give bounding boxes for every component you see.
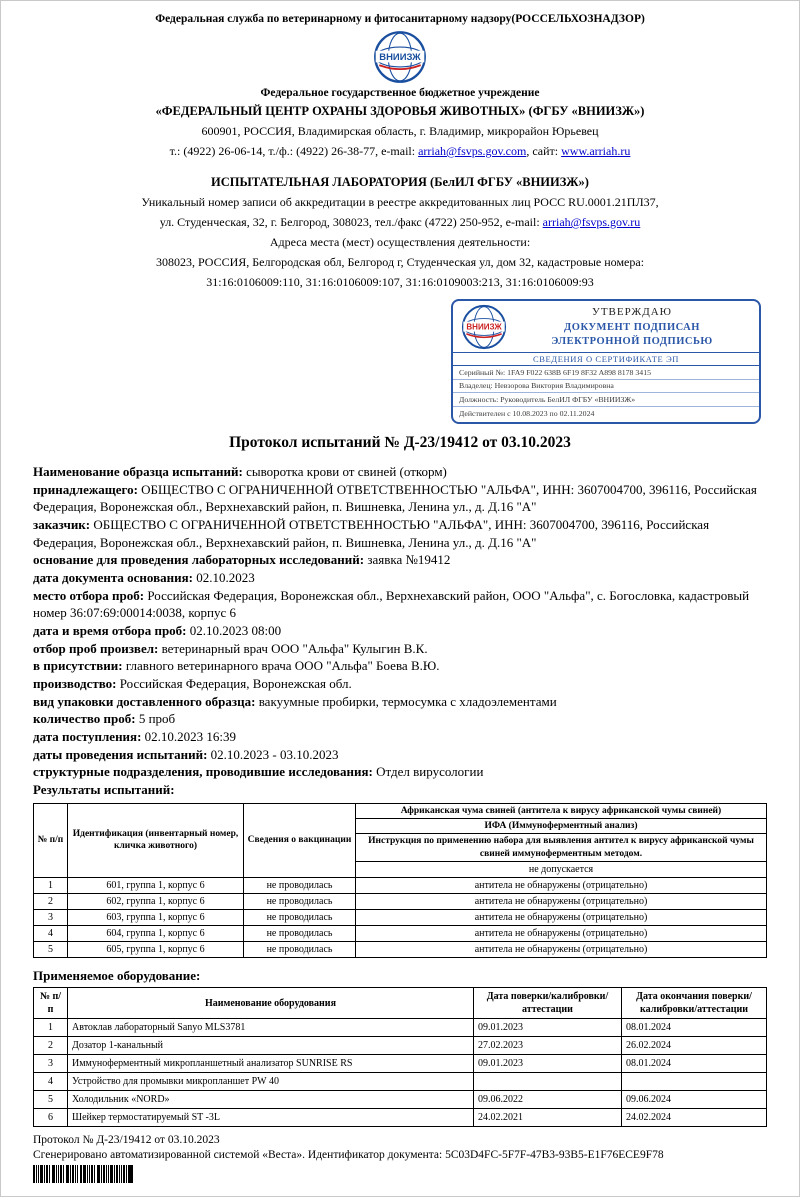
results-header-vaccination: Сведения о вакцинации — [244, 803, 356, 877]
cell-date2 — [622, 1073, 767, 1091]
document-title: Протокол испытаний № Д-23/19412 от 03.10.2023 — [229, 433, 571, 451]
cell-date1: 09.01.2023 — [474, 1019, 622, 1037]
cell-result: антитела не обнаружены (отрицательно) — [356, 878, 767, 894]
results-header-norm: не допускается — [356, 862, 767, 878]
contact-prefix: т.: (4922) 26-06-14, т./ф.: (4922) 26-38-77, e-mail: — [169, 144, 419, 158]
stamp-signed-line2: ЭЛЕКТРОННОЙ ПОДПИСЬЮ — [551, 335, 713, 347]
field-label: дата поступления: — [33, 729, 142, 745]
cell-vacc: не проводилась — [244, 878, 356, 894]
agency-header: Федеральная служба по ветеринарному и фитосанитарному надзору(РОССЕЛЬХОЗНАДЗОР) — [155, 13, 645, 25]
contact-mid: , сайт: — [526, 144, 562, 158]
field-label: даты проведения испытаний: — [33, 746, 208, 762]
cell-id: 601, группа 1, корпус 6 — [68, 878, 244, 894]
equipment-header-name: Наименование оборудования — [68, 988, 474, 1019]
cell-no: 4 — [34, 926, 68, 942]
footer-generated-by: Сгенерировано автоматизированной системой «Веста». Идентификатор документа: 5C03D4FC-5F7F-47B3-93B5-E1F76ECE9F78 — [33, 1149, 664, 1162]
cell-date2: 09.06.2024 — [622, 1091, 767, 1109]
equipment-row — [34, 1037, 767, 1055]
field-packaging — [33, 693, 767, 711]
field-label: Наименование образца испытаний: — [33, 463, 243, 479]
activity-label: Адреса места (мест) осуществления деятельности: — [269, 235, 531, 249]
field-label: количество проб: — [33, 711, 136, 727]
stamp-logo-text: ВНИИЗЖ — [466, 322, 502, 332]
field-label: дата документа основания: — [33, 569, 193, 585]
vniizh-logo-icon — [373, 30, 427, 84]
field-label: вид упаковки доставленного образца: — [33, 693, 256, 709]
field-label: структурные подразделения, проводившие исследования: — [33, 764, 373, 780]
signature-stamp-row — [33, 299, 761, 424]
results-row — [34, 942, 767, 958]
results-header-row — [34, 803, 767, 818]
field-label: отбор проб произвел: — [33, 640, 159, 656]
activity-address: 308023, РОССИЯ, Белгородская обл, Белгород г, Студенческая ул, дом 32, кадастровые номера: — [155, 255, 645, 269]
field-label: производство: — [33, 676, 117, 691]
email-link-lab[interactable]: arriah@fsvps.gov.ru — [542, 215, 641, 229]
cell-no: 5 — [34, 1091, 68, 1109]
results-row — [34, 878, 767, 894]
cadastral-numbers: 31:16:0106009:110, 31:16:0106009:107, 31:16:0109003:213, 31:16:0106009:93 — [206, 275, 594, 289]
cell-date2: 08.01.2024 — [622, 1019, 767, 1037]
field-sampler — [33, 640, 767, 658]
cell-no: 6 — [34, 1109, 68, 1127]
cell-result: антитела не обнаружены (отрицательно) — [356, 910, 767, 926]
stamp-cert-details — [453, 366, 759, 420]
stamp-owner: Владелец: Невзорова Виктория Владимировна — [453, 380, 759, 394]
footer-protocol-number: Протокол № Д-23/19412 от 03.10.2023 — [33, 1134, 220, 1147]
cell-date2: 26.02.2024 — [622, 1037, 767, 1055]
electronic-signature-stamp — [451, 299, 761, 424]
field-value: 02.10.2023 16:39 — [144, 729, 237, 745]
field-value: вакуумные пробирки, термосумка с хладоэлементами — [258, 693, 557, 709]
results-row — [34, 894, 767, 910]
field-witness — [33, 657, 767, 675]
cell-id: 602, группа 1, корпус 6 — [68, 894, 244, 910]
email-link-main[interactable]: arriah@fsvps.gov.com — [418, 144, 527, 158]
field-value: главного ветеринарного врача ООО "Альфа" Боева В.Ю. — [125, 658, 440, 674]
cell-id: 604, группа 1, корпус 6 — [68, 926, 244, 942]
cell-name: Шейкер термостатируемый ST -3L — [68, 1109, 474, 1127]
field-test-dates — [33, 746, 767, 764]
stamp-validity: Действителен с 10.08.2023 по 02.11.2024 — [459, 408, 595, 418]
field-label: принадлежащего: — [33, 481, 138, 497]
stamp-cert-band: СВЕДЕНИЯ О СЕРТИФИКАТЕ ЭП — [453, 352, 759, 366]
org-name: «ФЕДЕРАЛЬНЫЙ ЦЕНТР ОХРАНЫ ЗДОРОВЬЯ ЖИВОТНЫХ» (ФГБУ «ВНИИЗЖ») — [155, 104, 645, 118]
field-production — [33, 675, 767, 693]
field-label: в присутствии: — [33, 658, 123, 674]
equipment-row — [34, 1091, 767, 1109]
results-header-method: ИФА (Иммуноферментный анализ) — [356, 819, 767, 834]
cell-no: 3 — [34, 1055, 68, 1073]
field-value: сыворотка крови от свиней (откорм) — [246, 463, 447, 479]
field-label: место отбора проб: — [33, 587, 145, 603]
cell-no: 1 — [34, 878, 68, 894]
org-type: Федеральное государственное бюджетное учреждение — [260, 87, 540, 99]
lab-address-line — [33, 215, 767, 230]
cell-id: 603, группа 1, корпус 6 — [68, 910, 244, 926]
equipment-section-label: Применяемое оборудование: — [33, 968, 201, 984]
cell-date2: 24.02.2024 — [622, 1109, 767, 1127]
equipment-header-date1: Дата поверки/калибровки/аттестации — [474, 988, 622, 1019]
results-header-instruction: Инструкция по применению набора для выявления антител к вирусу африканской чумы свиней иммуноферментным методом. — [356, 834, 767, 862]
stamp-head — [513, 306, 751, 348]
results-header-identification: Идентификация (инвентарный номер, кличка животного) — [68, 803, 244, 877]
field-customer — [33, 516, 767, 551]
cell-result: антитела не обнаружены (отрицательно) — [356, 894, 767, 910]
field-value: 02.10.2023 — [196, 569, 255, 585]
cell-no: 4 — [34, 1073, 68, 1091]
cell-date1: 27.02.2023 — [474, 1037, 622, 1055]
equipment-row — [34, 1055, 767, 1073]
field-departments — [33, 763, 767, 781]
stamp-top — [453, 304, 759, 352]
field-value: Российская Федерация, Воронежская обл., Верхнехавский район, ООО "Альфа", с. Богословка, кадастровый номер 36:07:69:00014:0038, корпус 6 — [33, 587, 750, 621]
results-header-no: № п/п — [34, 803, 68, 877]
cell-vacc: не проводилась — [244, 926, 356, 942]
logo-text: ВНИИЗЖ — [379, 52, 421, 64]
results-section-label: Результаты испытаний: — [33, 782, 175, 798]
field-value: Российская Федерация, Воронежская обл. — [119, 676, 352, 691]
website-link[interactable]: www.arriah.ru — [561, 144, 631, 158]
field-value: ОБЩЕСТВО С ОГРАНИЧЕННОЙ ОТВЕТСТВЕННОСТЬЮ "АЛЬФА", ИНН: 3607004700, 396116, Российская Федерация, Воронежская обл., Верхнехавский район, п. Вишневка, Ленина ул., д. Д.16 "А" — [33, 481, 757, 515]
cell-id: 605, группа 1, корпус 6 — [68, 942, 244, 958]
field-value: 02.10.2023 08:00 — [189, 622, 282, 638]
org-address: 600901, РОССИЯ, Владимирская область, г. Владимир, микрорайон Юрьевец — [201, 124, 599, 138]
cell-result: антитела не обнаружены (отрицательно) — [356, 942, 767, 958]
field-basis-date — [33, 569, 767, 587]
cell-vacc: не проводилась — [244, 942, 356, 958]
stamp-position: Должность: Руководитель БелИЛ ФГБУ «ВНИИЗЖ» — [453, 393, 759, 407]
cell-name: Автоклав лабораторный Sanyo MLS3781 — [68, 1019, 474, 1037]
cell-no: 2 — [34, 894, 68, 910]
field-label: заказчик: — [33, 516, 91, 532]
field-value: 02.10.2023 - 03.10.2023 — [210, 746, 339, 762]
cell-vacc: не проводилась — [244, 910, 356, 926]
lab-title: ИСПЫТАТЕЛЬНАЯ ЛАБОРАТОРИЯ (БелИЛ ФГБУ «ВНИИЗЖ») — [211, 175, 589, 189]
cell-no: 3 — [34, 910, 68, 926]
accreditation-line: Уникальный номер записи об аккредитации в реестре аккредитованных лиц РОСС RU.0001.21ПЛ37, — [141, 195, 659, 209]
field-sample-count — [33, 710, 767, 728]
cell-date1: 09.01.2023 — [474, 1055, 622, 1073]
equipment-row — [34, 1019, 767, 1037]
cell-name: Холодильник «NORD» — [68, 1091, 474, 1109]
results-row — [34, 910, 767, 926]
cell-vacc: не проводилась — [244, 894, 356, 910]
stamp-vniizh-logo-icon — [461, 304, 507, 350]
results-header-disease: Африканская чума свиней (антитела к вирусу африканской чумы свиней) — [356, 803, 767, 818]
cell-name: Дозатор 1-канальный — [68, 1037, 474, 1055]
barcode — [33, 1165, 133, 1183]
stamp-serial: Серийный №: 1FA9 F022 638B 6F19 8F32 A898 8178 3415 — [453, 366, 759, 380]
results-table — [33, 803, 767, 958]
cell-no: 5 — [34, 942, 68, 958]
cell-date1 — [474, 1073, 622, 1091]
field-basis — [33, 551, 767, 569]
cell-name: Устройство для промывки микропланшет PW 40 — [68, 1073, 474, 1091]
cell-name: Иммуноферментный микропланшетный анализатор SUNRISE RS — [68, 1055, 474, 1073]
lab-address-prefix: ул. Студенческая, 32, г. Белгород, 308023, тел./факс (4722) 250-952, e-mail: — [159, 215, 543, 229]
field-value: ветеринарный врач ООО "Альфа" Кулыгин В.К. — [161, 640, 428, 656]
cell-date2: 08.01.2024 — [622, 1055, 767, 1073]
equipment-row — [34, 1073, 767, 1091]
field-receipt-date — [33, 728, 767, 746]
results-row — [34, 926, 767, 942]
stamp-signed-line1: ДОКУМЕНТ ПОДПИСАН — [564, 321, 700, 333]
cell-date1: 09.06.2022 — [474, 1091, 622, 1109]
field-sampling-place — [33, 587, 767, 622]
field-value: 5 проб — [138, 711, 176, 727]
field-sampling-datetime — [33, 622, 767, 640]
field-value: ОБЩЕСТВО С ОГРАНИЧЕННОЙ ОТВЕТСТВЕННОСТЬЮ "АЛЬФА", ИНН: 3607004700, 396116, Российская Федерация, Воронежская обл., Верхнехавский район, п. Вишневка, Ленина ул., д. Д.16 "А" — [33, 516, 710, 550]
stamp-approve-label: УТВЕРЖДАЮ — [592, 305, 672, 318]
field-label: основание для проведения лабораторных исследований: — [33, 552, 365, 568]
cell-no: 2 — [34, 1037, 68, 1055]
field-label: дата и время отбора проб: — [33, 622, 187, 638]
contact-line — [33, 144, 767, 159]
field-value: заявка №19412 — [367, 552, 451, 568]
field-value: Отдел вирусологии — [376, 764, 484, 780]
equipment-header-date2: Дата окончания поверки/калибровки/аттестации — [622, 988, 767, 1019]
equipment-header-no: № п/п — [34, 988, 68, 1019]
cell-result: антитела не обнаружены (отрицательно) — [356, 926, 767, 942]
equipment-table — [33, 987, 767, 1127]
cell-no: 1 — [34, 1019, 68, 1037]
field-sample-name — [33, 463, 767, 481]
field-owner — [33, 481, 767, 516]
equipment-header-row — [34, 988, 767, 1019]
equipment-row — [34, 1109, 767, 1127]
cell-date1: 24.02.2021 — [474, 1109, 622, 1127]
